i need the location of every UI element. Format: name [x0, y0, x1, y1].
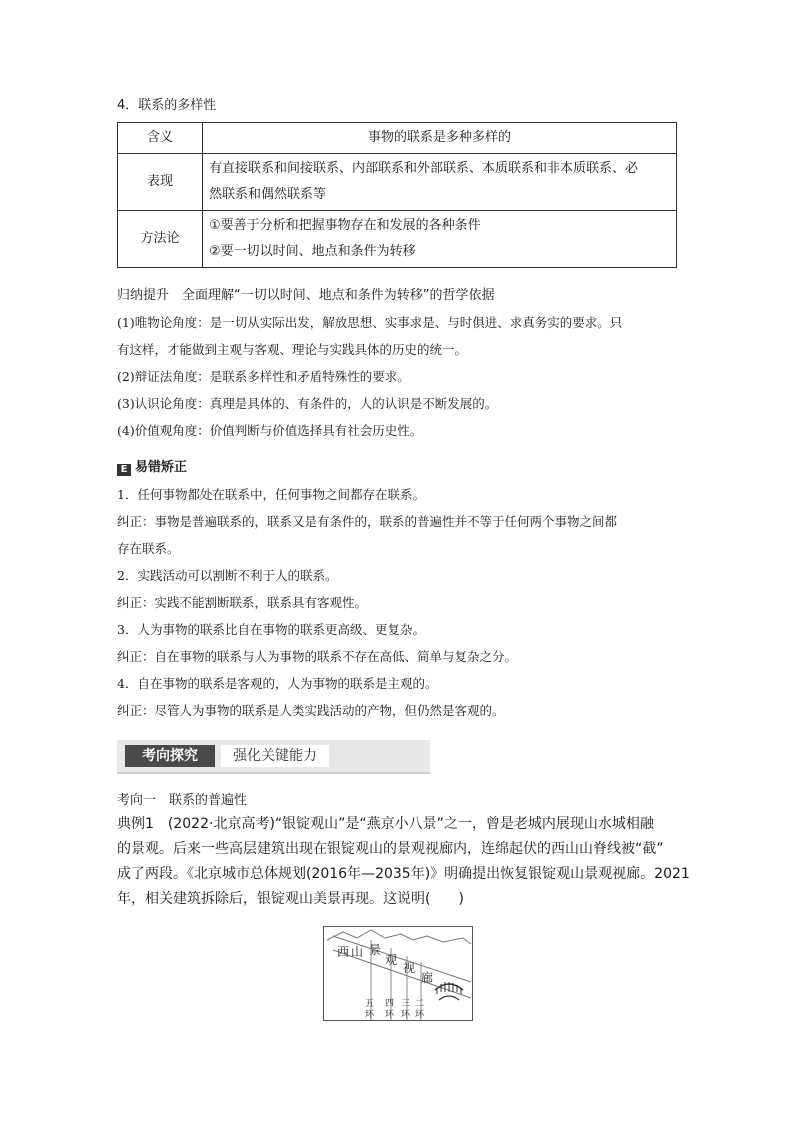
- corridor-char: 观: [385, 953, 398, 967]
- row-head: 含义: [118, 123, 203, 154]
- relation-table: [117, 122, 677, 268]
- table-row: [118, 211, 677, 268]
- ring-label: 环: [385, 1010, 395, 1020]
- view-corridor-figure: [323, 926, 473, 1021]
- row-body: [203, 123, 677, 154]
- question-line: 的景观。后来一些高层建筑出现在银锭观山的景观视廊内，连绵起伏的西山山脊线被“截”: [117, 841, 664, 857]
- summary-line: (1)唯物论角度：是一切从实际出发，解放思想、实事求是、与时俱进、求真务实的要求。只: [117, 315, 623, 330]
- ring-label: 三: [401, 999, 411, 1009]
- cell-text: 事物的联系是多种多样的: [367, 130, 511, 145]
- row-head: 方法论: [118, 211, 203, 268]
- cell-text: 有直接联系和间接联系、内部联系和外部联系、本质联系和非本质联系、必: [209, 161, 639, 176]
- question-line: 成了两段。《北京城市总体规划(2016年—2035年)》明确提出恢复银锭观山景观视廊。2021: [117, 866, 690, 882]
- row-body: [203, 154, 677, 211]
- corridor-char: 景: [369, 943, 382, 957]
- error-line: 纠正：实践不能割断联系，联系具有客观性。: [117, 595, 368, 610]
- ring-label: 二: [415, 999, 425, 1009]
- cell-text: ②要一切以时间、地点和条件为转移: [209, 244, 416, 259]
- error-line: 4．自在事物的联系是客观的，人为事物的联系是主观的。: [117, 676, 438, 691]
- corridor-char: 山: [351, 945, 364, 959]
- error-line: 2．实践活动可以割断不利于人的联系。: [117, 568, 338, 583]
- summary-line: (3)认识论角度：真理是具体的、有条件的，人的认识是不断发展的。: [117, 396, 498, 411]
- row-head: 表现: [118, 154, 203, 211]
- table-row: [118, 123, 677, 154]
- errors-heading: [117, 459, 187, 477]
- banner-label: 考向探究: [125, 745, 215, 767]
- ring-label: 五: [365, 999, 375, 1009]
- ring-label: 环: [415, 1010, 425, 1020]
- cell-text: 然联系和偶然联系等: [209, 187, 327, 202]
- corridor-char: 西: [337, 945, 350, 959]
- banner-sublabel: 强化关键能力: [221, 745, 329, 767]
- section-title: 4．联系的多样性: [117, 98, 217, 113]
- summary-line: (2)辩证法角度：是联系多样性和矛盾特殊性的要求。: [117, 369, 410, 384]
- summary-line: (4)价值观角度：价值判断与价值选择具有社会历史性。: [117, 423, 423, 438]
- question-line: 年，相关建筑拆除后，银锭观山美景再现。这说明( ): [117, 891, 464, 907]
- question-line: 典例1 (2022·北京高考)“银锭观山”是“燕京小八景”之一，曾是老城内展现山水城相融: [117, 816, 654, 832]
- ring-label: 环: [365, 1010, 375, 1020]
- summary-title: 归纳提升 全面理解“一切以时间、地点和条件为转移”的哲学依据: [117, 288, 495, 303]
- ring-label: 环: [401, 1010, 411, 1020]
- error-line: 纠正：事物是普遍联系的，联系又是有条件的，联系的普遍性并不等于任何两个事物之间都: [117, 514, 618, 529]
- error-line: 纠正：自在事物的联系与人为事物的联系不存在高低、简单与复杂之分。: [117, 649, 518, 664]
- row-body: [203, 211, 677, 268]
- corridor-char: 廊: [421, 971, 434, 985]
- error-line: 1．任何事物都处在联系中，任何事物之间都存在联系。: [117, 487, 425, 502]
- section-banner: [117, 740, 430, 774]
- corridor-char: 视: [403, 961, 416, 975]
- errors-title: 易错矫正: [135, 460, 188, 475]
- summary-line: 有这样，才能做到主观与客观、理论与实践具体的历史的统一。: [117, 342, 468, 357]
- error-line: 3．人为事物的联系比自在事物的联系更高级、更复杂。: [117, 622, 425, 637]
- cell-text: ①要善于分析和把握事物存在和发展的各种条件: [209, 218, 481, 233]
- correction-icon: E: [117, 464, 131, 476]
- ring-label: 四: [385, 999, 395, 1009]
- table-row: [118, 154, 677, 211]
- question-heading: 考向一 联系的普遍性: [117, 793, 248, 808]
- error-line: 纠正：尽管人为事物的联系是人类实践活动的产物，但仍然是客观的。: [117, 703, 505, 718]
- error-line: 存在联系。: [117, 541, 180, 556]
